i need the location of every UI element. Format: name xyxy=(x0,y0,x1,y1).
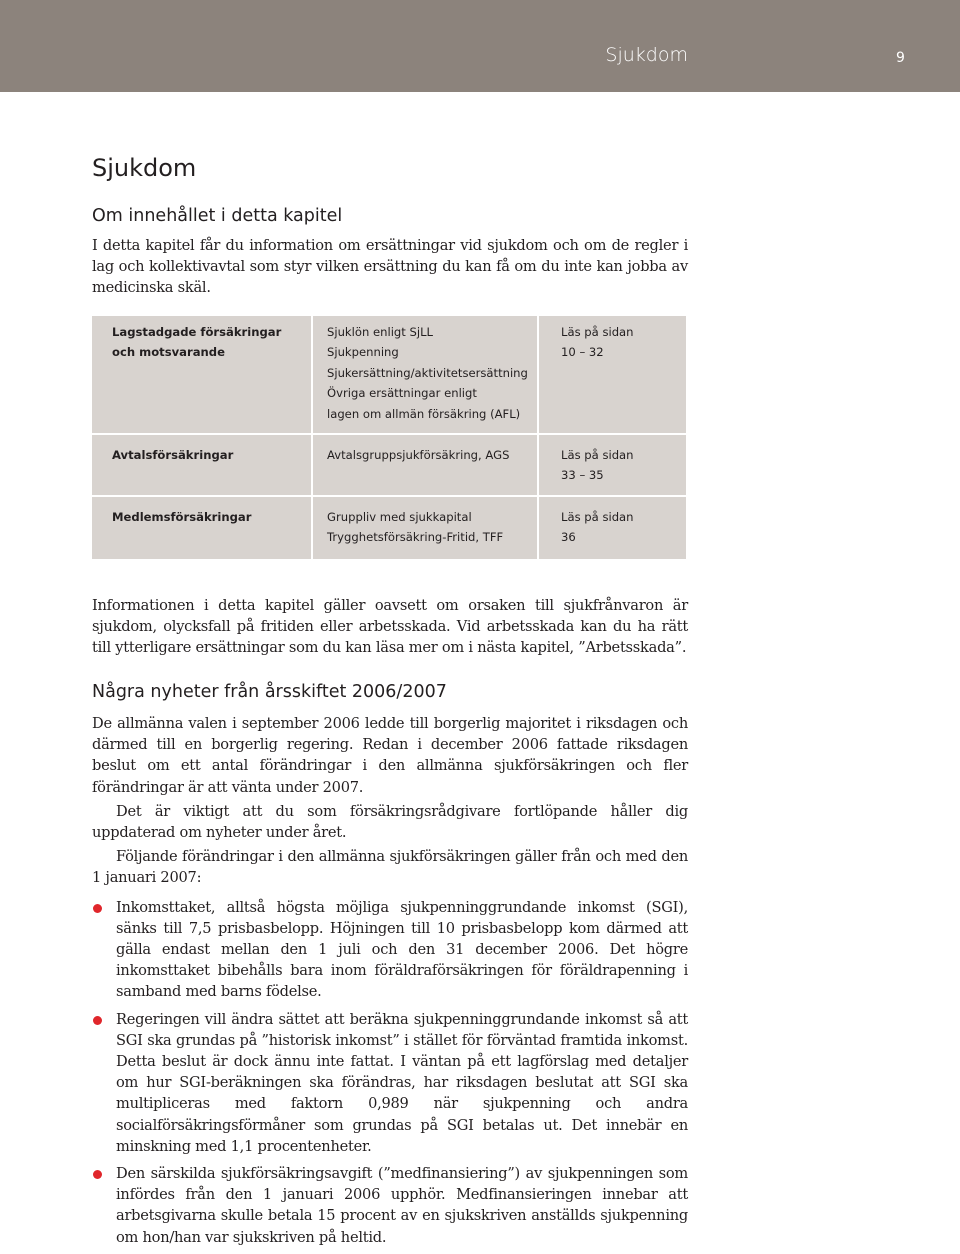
table-category-cell xyxy=(92,435,311,495)
news-paragraph: Följande förändringar i den allmänna sjukförsäkringen gäller från och med den 1 januari 2007: xyxy=(92,848,688,887)
insurance-item: Sjukersättning/aktivitetsersättning xyxy=(327,365,528,380)
news-paragraph: De allmänna valen i september 2006 ledde till borgerlig majoritet i riksdagen och därmed till en borgerlig regering. Redan i december 2006 fattade riksdagen beslut om ett antal förändringar i den allmänna sjukförsäkringen och fler förändringar är att vänta under 2007. xyxy=(92,715,688,796)
page-number: 9 xyxy=(896,50,905,66)
insurance-item: Trygghetsförsäkring-Fritid, TFF xyxy=(327,530,504,545)
see-page-label: Läs på sidan xyxy=(561,510,634,524)
chapter-title: Sjukdom xyxy=(92,154,197,182)
list-item xyxy=(92,897,688,1003)
info-paragraph: Informationen i detta kapitel gäller oavsett om orsaken till sjukfrånvaron är sjukdom, olycksfall på fritiden eller arbetsskada. Vid arbetsskada kan du ha rätt till ytterligare ersättningar som du kan läsa mer om i nästa kapitel, ”Arbetsskada”. xyxy=(92,597,688,657)
insurance-item: Gruppliv med sjukkapital xyxy=(327,510,472,524)
overview-table xyxy=(92,316,686,561)
list-item xyxy=(92,1009,688,1157)
insurance-item: Övriga ersättningar enligt xyxy=(327,386,477,401)
page-header-bar xyxy=(0,0,960,92)
red-bullet-icon xyxy=(93,1170,102,1179)
category-label: Medlemsförsäkringar xyxy=(112,510,252,524)
news-paragraph: Det är viktigt att du som försäkringsrådgivare fortlöpande håller dig uppdaterad om nyheter under året. xyxy=(92,802,688,842)
table-row xyxy=(92,497,686,559)
table-pages-cell xyxy=(539,316,686,433)
category-label: Avtalsförsäkringar xyxy=(112,448,234,462)
table-items-cell xyxy=(313,435,537,495)
news-bullet-list xyxy=(92,897,688,1248)
bullet-text: Regeringen vill ändra sättet att beräkna sjukpenninggrundande inkomst så att SGI ska grundas på ”historisk inkomst” i stället för förväntad framtida inkomst. Detta beslut är dock ännu inte fattat. I väntan på ett lagförslag med detaljer om hur SGI-beräkningen ska förändras, har riksdagen beslutat att SGI ska multipliceras med faktorn 0,989 när sjukpenning och andra socialförsäkringsförmåner som grundas på SGI betalas ut. Det innebär en minskning med 1,1 procentenheter. xyxy=(116,1010,688,1155)
table-items-cell xyxy=(313,316,537,433)
table-category-cell xyxy=(92,497,311,559)
category-label: och motsvarande xyxy=(112,345,225,360)
category-label: Lagstadgade försäkringar xyxy=(112,325,282,339)
bullet-text: Inkomsttaket, alltså högsta möjliga sjukpenninggrundande inkomst (SGI), sänks till 7,5 prisbasbelopp. Höjningen till 10 prisbasbelopp kom därmed att gälla endast mellan den 1 juli och den 31 december 2006. Det högre inkomsttaket bibehålls bara inom föräldraförsäkringen för föräldrapenning i samband med barns födelse. xyxy=(116,898,688,1001)
news-section xyxy=(92,682,688,1254)
news-heading: Några nyheter från årsskiftet 2006/2007 xyxy=(92,682,447,702)
see-page-label: Läs på sidan xyxy=(561,448,634,462)
table-category-cell xyxy=(92,316,311,433)
intro-section xyxy=(92,206,688,299)
insurance-item: Sjuklön enligt SjLL xyxy=(327,325,434,339)
page-range: 36 xyxy=(561,530,576,545)
red-bullet-icon xyxy=(93,904,102,913)
table-pages-cell xyxy=(539,435,686,495)
bullet-text: Den särskilda sjukförsäkringsavgift (”medfinansiering”) av sjukpenningen som infördes från den 1 januari 2006 upphör. Medfinansieringen innebar att arbetsgivarna skulle betala 15 procent av en sjukskriven anställds sjukpenning om hon/han var sjukskriven på heltid. xyxy=(116,1165,688,1246)
table-row xyxy=(92,435,686,495)
running-header-title: Sjukdom xyxy=(605,44,688,66)
table-items-cell xyxy=(313,497,537,559)
list-item xyxy=(92,1163,688,1248)
page-range: 33 – 35 xyxy=(561,468,604,483)
intro-heading: Om innehållet i detta kapitel xyxy=(92,206,343,226)
page-range: 10 – 32 xyxy=(561,345,604,360)
insurance-item: lagen om allmän försäkring (AFL) xyxy=(327,406,521,421)
insurance-item: Sjukpenning xyxy=(327,345,399,360)
red-bullet-icon xyxy=(93,1016,102,1025)
insurance-item: Avtalsgruppsjukförsäkring, AGS xyxy=(327,448,510,462)
see-page-label: Läs på sidan xyxy=(561,325,634,339)
info-section xyxy=(92,595,688,659)
table-row xyxy=(92,316,686,433)
table-pages-cell xyxy=(539,497,686,559)
intro-paragraph: I detta kapitel får du information om ersättningar vid sjukdom och om de regler i lag och kollektivavtal som styr vilken ersättning du kan få om du inte kan jobba av medicinska skäl. xyxy=(92,237,688,297)
